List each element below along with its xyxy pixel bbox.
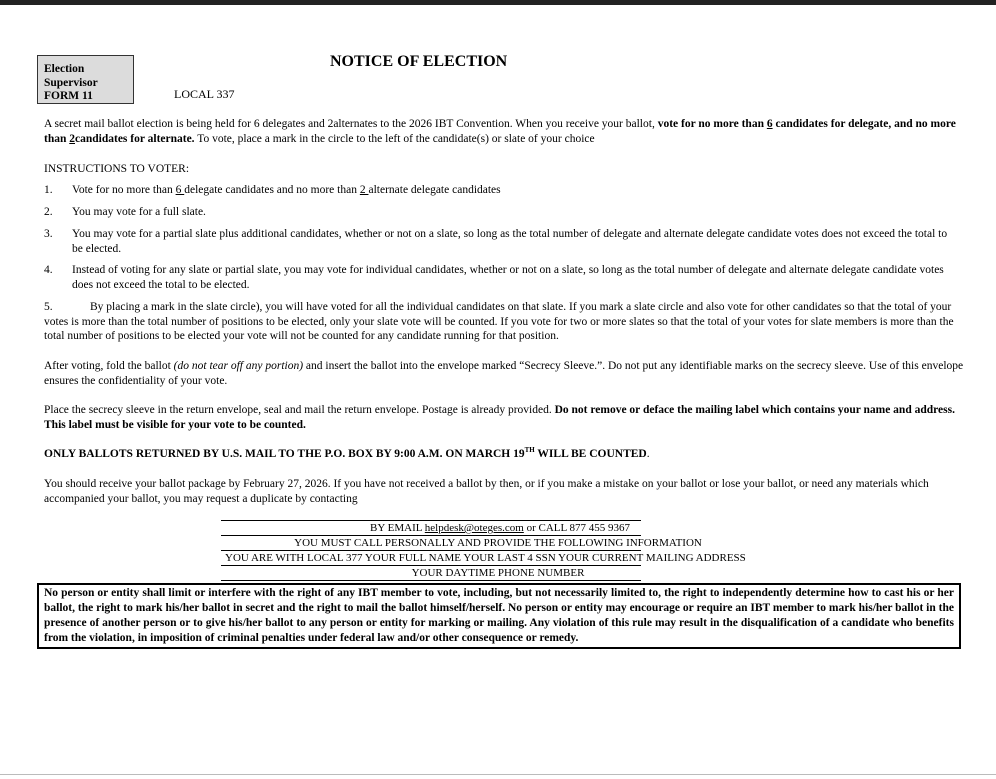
contact-divider-1 bbox=[221, 520, 641, 521]
deadline-notice bbox=[44, 447, 972, 462]
instruction-5-text: By placing a mark in the slate circle), you will have voted for all the individual candidates on that slate. If you mark a slate circle and also vote for other candidates so that the total of your votes is more than the total number of positions to be elected, only your slate vote will be counted. If you vote for two or more slates so that the total of your votes for slate members is more than the total number of positions to be elected your vote will not be counted for any candidate running for that position. bbox=[44, 301, 954, 342]
after-voting-text: After voting, fold the ballot bbox=[44, 360, 174, 372]
return-envelope-text: Place the secrecy sleeve in the return envelope, seal and mail the return envelope. Postage is already provided. bbox=[44, 404, 555, 416]
bottom-border bbox=[0, 774, 996, 775]
must-call-line: YOU MUST CALL PERSONALLY AND PROVIDE THE FOLLOWING INFORMATION bbox=[294, 537, 702, 549]
intro-delegate-count: 6 bbox=[766, 118, 773, 130]
deadline-period: . bbox=[646, 448, 650, 460]
form-label-line3: FORM 11 bbox=[44, 90, 93, 102]
contact-email-line bbox=[370, 522, 630, 535]
mailing-label-warning: Do not remove or deface the mailing label which contains your name and address. This label must be visible for your vote to be counted. bbox=[44, 404, 955, 431]
contact-divider-4 bbox=[221, 565, 641, 566]
after-voting-paragraph bbox=[44, 359, 972, 388]
deadline-text: ONLY BALLOTS RETURNED BY U.S. MAIL TO THE P.O. BOX BY 9:00 A.M. ON MARCH 19 bbox=[44, 448, 525, 460]
instructions-heading: INSTRUCTIONS TO VOTER: bbox=[44, 163, 190, 175]
intro-paragraph bbox=[44, 117, 972, 146]
by-email-label: BY EMAIL bbox=[370, 522, 425, 534]
intro-text-2: To vote, place a mark in the circle to the left of the candidate(s) or slate of your choice bbox=[194, 132, 595, 145]
instruction-1-delegate-count: 6 bbox=[175, 184, 185, 196]
voting-rights-notice: No person or entity shall limit or interfere with the right of any IBT member to vote, including, but not necessarily limited to, the right to independently determine how to cast his or her ballot, the right to mark his/her ballot in secret and the right to mail the ballot himself/herself. No person or entity may encourage or require an IBT member to mark his/her ballot in the presence of another person or to give his/her ballot to any person or entity for marking or mailing. Any violation of this rule may result in the disqualification of a candidate who benefits from the violation, in imposition of criminal penalties under federal law and/or other consequence or remedy. bbox=[37, 583, 961, 649]
intro-alternate-count: 2 bbox=[69, 132, 75, 145]
contact-divider-2 bbox=[221, 535, 641, 536]
instruction-2-number: 2. bbox=[44, 206, 53, 218]
intro-bold: vote for no more than bbox=[657, 118, 767, 130]
deadline-superscript: TH bbox=[524, 446, 535, 454]
instruction-1 bbox=[72, 183, 950, 198]
page-title: NOTICE OF ELECTION bbox=[330, 53, 508, 70]
instruction-1-text-2: delegate candidates and no more than bbox=[184, 184, 360, 196]
form-label-line1: Election bbox=[44, 63, 85, 75]
instruction-3: You may vote for a partial slate plus additional candidates, whether or not on a slate, so long as the total number of delegate and alternate delegate candidate votes does not exceed the total to be elected. bbox=[72, 228, 948, 255]
instruction-2: You may vote for a full slate. bbox=[72, 206, 206, 218]
instruction-4-number: 4. bbox=[44, 264, 53, 276]
instruction-1-number: 1. bbox=[44, 184, 53, 196]
contact-divider-3 bbox=[221, 550, 641, 551]
phone-number-line: YOUR DAYTIME PHONE NUMBER bbox=[411, 567, 585, 579]
form-label-box bbox=[37, 55, 134, 104]
helpdesk-email-link[interactable]: helpdesk@oteges.com bbox=[424, 522, 524, 534]
top-border bbox=[0, 0, 996, 5]
receive-ballot-paragraph: You should receive your ballot package by February 27, 2026. If you have not received a ballot by then, or if you make a mistake on your ballot or lose your ballot, or need any materials which accompanied your ballot, you may request a duplicate by contacting bbox=[44, 478, 929, 505]
local-label: LOCAL 337 bbox=[174, 87, 235, 101]
form-label-line2: Supervisor bbox=[44, 76, 98, 89]
required-info-line: YOU ARE WITH LOCAL 377 YOUR FULL NAME YOUR LAST 4 SSN YOUR CURRENT MAILING ADDRESS bbox=[225, 552, 746, 564]
intro-bold-2: candidates for delegate, and no more than bbox=[44, 118, 956, 145]
return-envelope-paragraph bbox=[44, 403, 972, 432]
instruction-1-text-3: alternate delegate candidates bbox=[368, 184, 501, 196]
intro-bold-3: candidates for alternate. bbox=[75, 132, 195, 145]
instruction-3-number: 3. bbox=[44, 228, 53, 240]
intro-text: A secret mail ballot election is being held for 6 delegates and 2alternates to the 2026 IBT Convention. When you receive your ballot, bbox=[44, 118, 658, 130]
call-number: or CALL 877 455 9367 bbox=[523, 522, 631, 534]
instruction-1-text: Vote for no more than bbox=[72, 184, 176, 196]
contact-divider-5 bbox=[221, 580, 641, 581]
after-voting-text-2: and insert the ballot into the envelope marked “Secrecy Sleeve.”. Do not put any identifiable marks on the secrecy sleeve. Use of this envelope ensures the confidentiality of your vote. bbox=[44, 360, 964, 387]
instruction-5-number: 5. bbox=[44, 301, 53, 313]
instruction-5 bbox=[44, 300, 972, 344]
deadline-text-2: WILL BE COUNTED bbox=[534, 448, 647, 460]
instruction-1-alternate-count: 2 bbox=[359, 184, 369, 196]
after-voting-italic: (do not tear off any portion) bbox=[173, 360, 304, 372]
instruction-4: Instead of voting for any slate or partial slate, you may vote for individual candidates, whether or not on a slate, so long as the total number of delegate and alternate delegate candidate votes does not exceed the total to be elected. bbox=[72, 264, 944, 291]
